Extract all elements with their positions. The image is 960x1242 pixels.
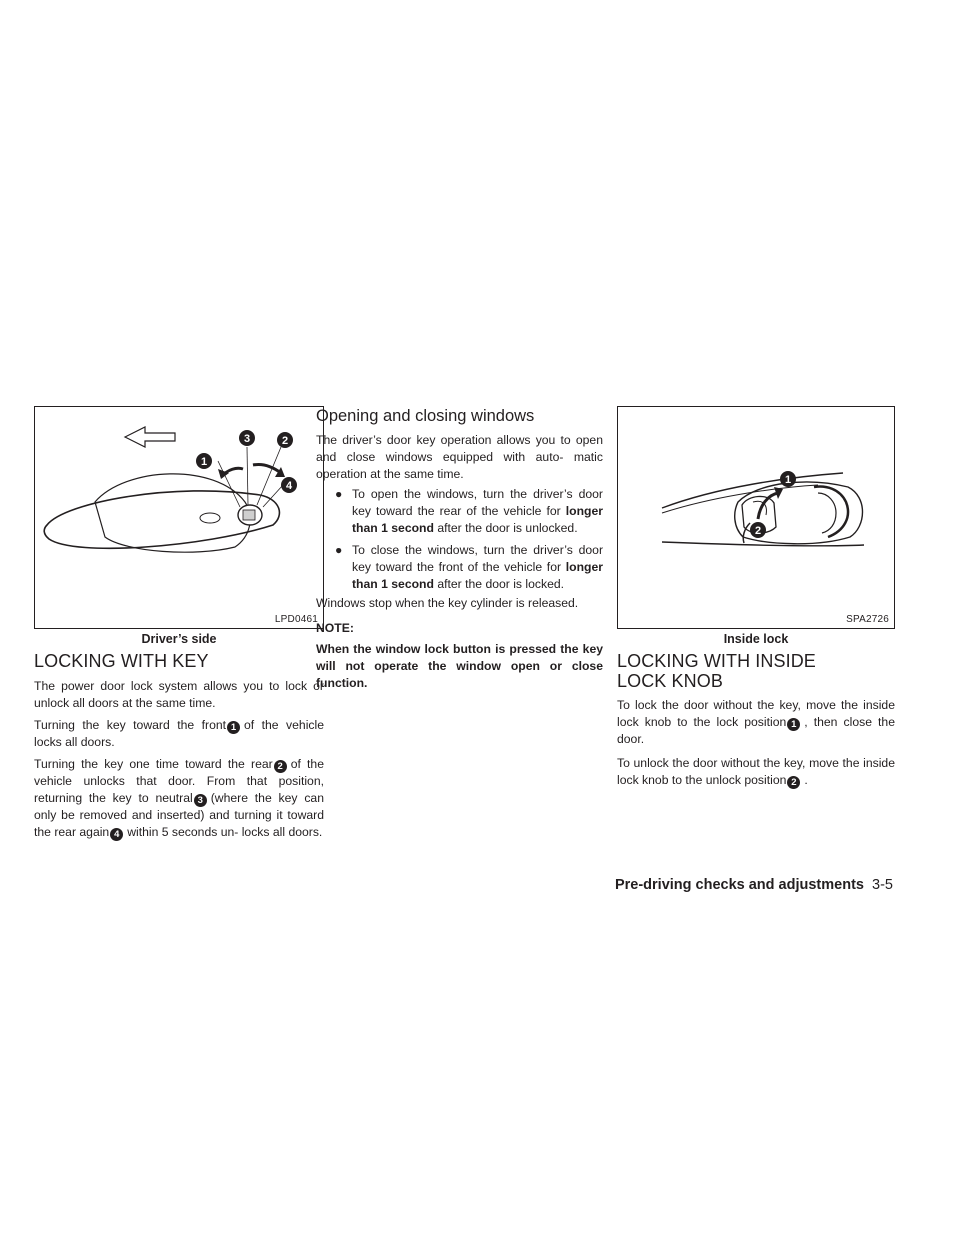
- bullet-icon: ●: [335, 487, 343, 501]
- callout-4-icon: 4: [110, 828, 123, 841]
- callout-4: [281, 477, 297, 493]
- svg-text:2: 2: [754, 525, 762, 537]
- svg-text:2: 2: [281, 435, 289, 447]
- svg-text:3: 3: [243, 433, 251, 445]
- callout-3: [239, 430, 255, 446]
- section-heading: LOCKING WITH INSIDE LOCK KNOB: [617, 651, 816, 691]
- paragraph: To lock the door without the key, move the inside lock knob to the lock position 1 , then close the door.: [617, 698, 895, 746]
- front-direction-arrow-icon: [125, 427, 175, 447]
- subsection-heading: Opening and closing windows: [316, 407, 535, 425]
- figure-inside-lock: [617, 406, 895, 629]
- bullet-icon: ●: [335, 543, 343, 557]
- figure-code: LPD0461: [274, 614, 318, 625]
- page-footer: [615, 877, 893, 893]
- svg-text:4: 4: [285, 480, 293, 492]
- callout-1-icon: 1: [227, 721, 240, 734]
- bullet-item: ● To open the windows, turn the driver’s door key toward the rear of the vehicle for longer than 1 second after the door is unlocked.: [335, 487, 603, 535]
- figure-code: SPA2726: [846, 614, 889, 625]
- note-body: When the window lock button is pressed the key will not operate the window open or close function.: [316, 642, 603, 690]
- callout-1: [780, 471, 796, 487]
- bullet-item: ● To close the windows, turn the driver’s door key toward the front of the vehicle for longer than 1 second after the door is locked.: [335, 543, 603, 591]
- callout-2: [277, 432, 293, 448]
- figure-caption: Inside lock: [723, 632, 789, 646]
- callout-3-icon: 3: [194, 794, 207, 807]
- figure-caption: Driver’s side: [141, 632, 217, 646]
- svg-text:1: 1: [784, 474, 792, 486]
- svg-text:1: 1: [200, 456, 208, 468]
- paragraph: The driver’s door key operation allows you to open and close windows equipped with auto- matic operation at the same time.: [316, 433, 603, 481]
- inside-lock-knob-illustration: [618, 407, 894, 628]
- door-handle-key-illustration: [35, 407, 323, 628]
- paragraph: Windows stop when the key cylinder is released.: [316, 596, 579, 610]
- callout-2-icon: 2: [787, 776, 800, 789]
- callout-2: [750, 522, 766, 538]
- paragraph: Turning the key one time toward the rear 2 of the vehicle unlocks that door. From that position, returning the key to neutral 3 (where the key can only be removed and inserted) and turning it toward the rear again 4 within 5 seconds un- locks all doors.: [34, 757, 324, 840]
- paragraph: The power door lock system allows you to lock or unlock all doors at the same time.: [34, 679, 324, 710]
- footer-section-title: Pre-driving checks and adjustments: [614, 877, 864, 893]
- page-number: 3-5: [872, 877, 893, 893]
- section-heading: LOCKING WITH KEY: [34, 651, 209, 671]
- callout-2-icon: 2: [274, 760, 287, 773]
- figure-drivers-side: [34, 406, 324, 629]
- paragraph: To unlock the door without the key, move the inside lock knob to the unlock position 2 .: [617, 756, 895, 788]
- callout-1: [196, 453, 212, 469]
- paragraph: Turning the key toward the front 1 of the vehicle locks all doors.: [34, 718, 324, 749]
- callout-1-icon: 1: [787, 718, 800, 731]
- note-heading: NOTE:: [316, 621, 354, 635]
